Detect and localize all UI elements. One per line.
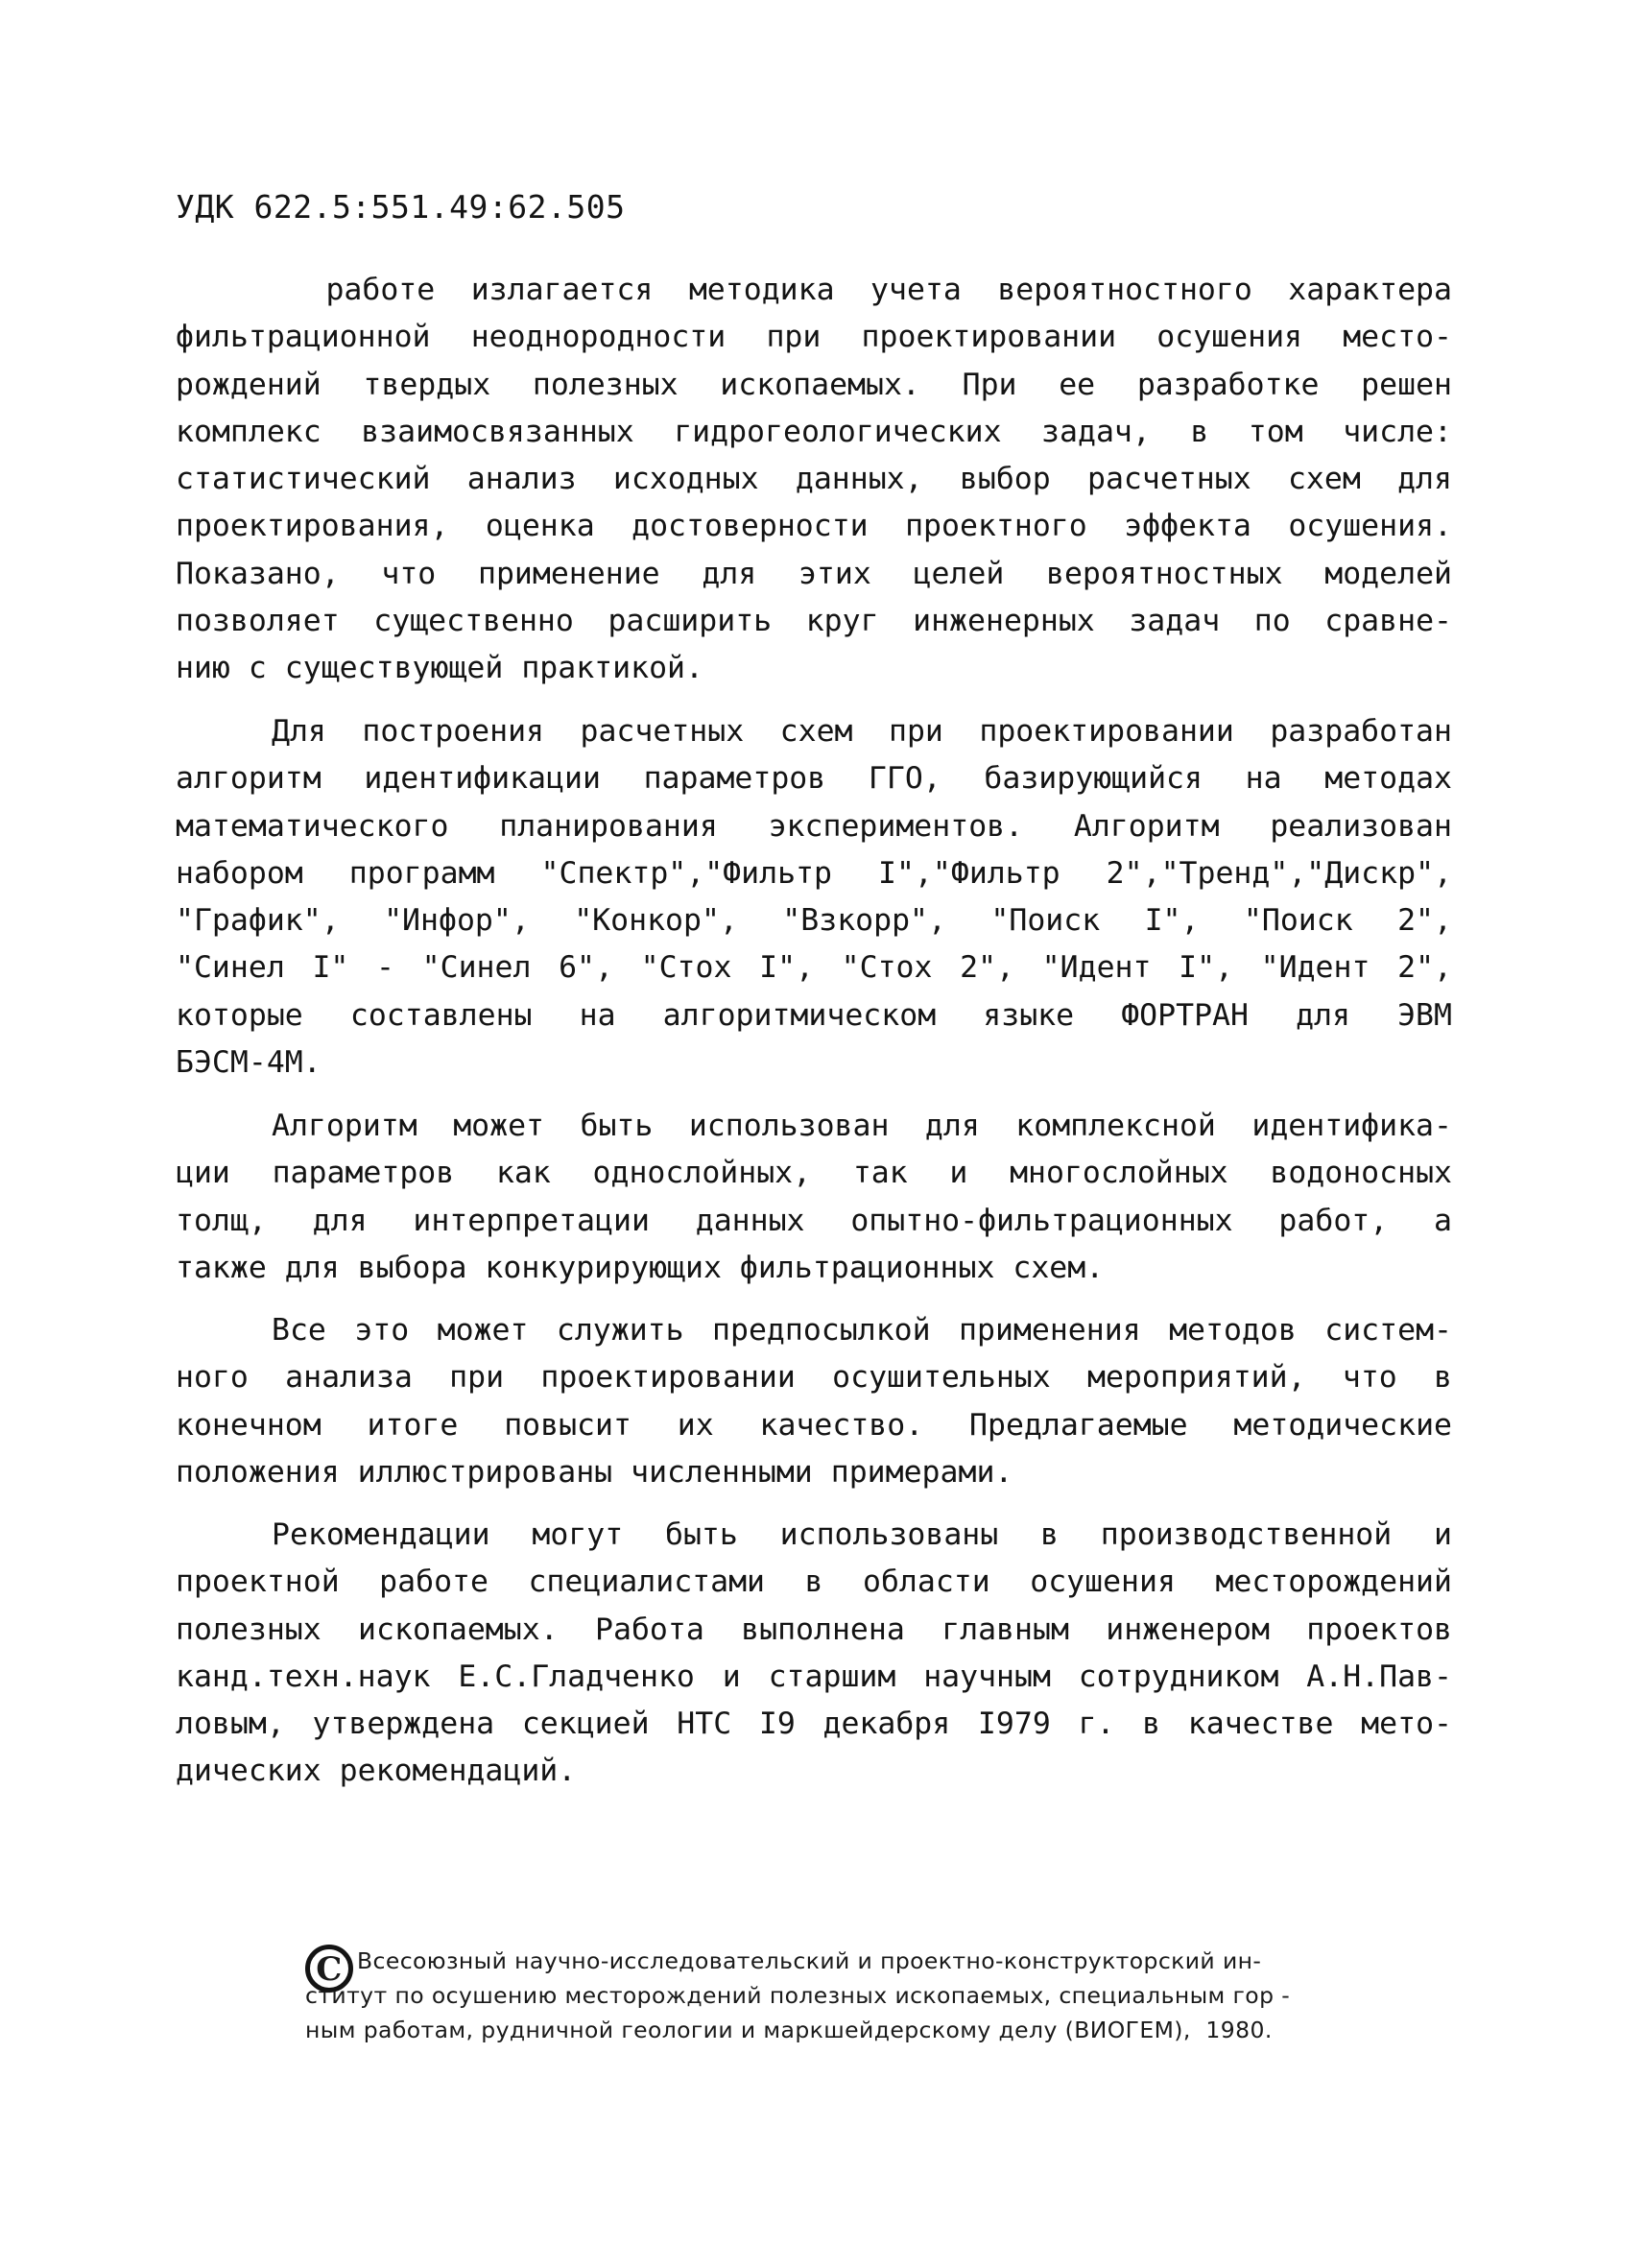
text-line: рождений твердых полезных ископаемых. При ее разработке решен: [176, 367, 1452, 402]
text-line: полезных ископаемых. Работа выполнена главным инженером проектов: [176, 1611, 1452, 1647]
text-line: нию с существующей практикой.: [176, 651, 703, 686]
text-line: математического планирования экспериментов. Алгоритм реализован: [176, 808, 1452, 844]
text-line: положения иллюстрированы численными примерами.: [176, 1454, 1013, 1490]
udk-code: УДК 622.5:551.49:62.505: [176, 188, 626, 226]
paragraph-usage: [176, 1103, 1452, 1292]
text-line: статистический анализ исходных данных, выбор расчетных схем для: [176, 462, 1452, 497]
text-line: набором программ "Спектр","Фильтр I","Фильтр 2","Тренд","Дискр",: [176, 855, 1452, 891]
text-line: ловым, утверждена секцией НТС I9 декабря I979 г. в качестве мето-: [176, 1707, 1452, 1742]
copyright-text: Всесоюзный научно-исследовательский и проектно-конструкторский ин-: [357, 1947, 1262, 1974]
text-line: "Синел I" - "Синел 6", "Стох I", "Стох 2", "Идент I", "Идент 2",: [176, 950, 1452, 986]
text-line: комплекс взаимосвязанных гидрогеологических задач, в том числе:: [176, 414, 1452, 449]
paragraph-abstract: [176, 267, 1452, 693]
text-line: БЭСМ-4М.: [176, 1045, 322, 1081]
text-line: проектирования, оценка достоверности проектного эффекта осушения.: [176, 509, 1452, 544]
text-line: дических рекомендаций.: [176, 1754, 577, 1789]
copyright-line: ным работам, рудничной геологии и маркшейдерскому делу (ВИОГЕМ), 1980.: [305, 2017, 1273, 2043]
copyright-line: [305, 1944, 1409, 1989]
text-line: толщ, для интерпретации данных опытно-фильтрационных работ, а: [176, 1203, 1452, 1238]
text-line: работе излагается методика учета вероятностного характера: [272, 273, 1452, 307]
text-line: ного анализа при проектировании осушительных мероприятий, что в: [176, 1360, 1452, 1396]
copyright-icon: C: [305, 1945, 353, 1993]
text-line: позволяет существенно расширить круг инженерных задач по сравне-: [176, 604, 1452, 639]
text-line: "График", "Инфор", "Конкор", "Взкорр", "Поиск I", "Поиск 2",: [176, 903, 1452, 939]
text-line: Алгоритм может быть использован для комплексной идентифика-: [272, 1109, 1452, 1143]
text-line: ции параметров как однослойных, так и многослойных водоносных: [176, 1156, 1452, 1191]
text-line: конечном итоге повысит их качество. Предлагаемые методические: [176, 1407, 1452, 1443]
text-line: Все это может служить предпосылкой применения методов систем-: [272, 1313, 1452, 1348]
paragraph-recommendations: [176, 1512, 1452, 1796]
text-line: фильтрационной неоднородности при проектировании осушения место-: [176, 320, 1452, 355]
copyright-line: ститут по осушению месторождений полезных ископаемых, специальным гор -: [305, 1982, 1291, 2009]
text-line: канд.техн.наук Е.С.Гладченко и старшим научным сотрудником А.Н.Пав-: [176, 1659, 1452, 1694]
copyright-notice: [305, 1944, 1409, 2047]
paragraph-systems-analysis: [176, 1307, 1452, 1496]
text-line: алгоритм идентификации параметров ГГО, базирующийся на методах: [176, 761, 1452, 797]
text-line: которые составлены на алгоритмическом языке ФОРТРАН для ЭВМ: [176, 997, 1452, 1033]
text-line: Рекомендации могут быть использованы в производственной и: [272, 1517, 1452, 1552]
paragraph-algorithm: [176, 708, 1452, 1086]
text-line: Для построения расчетных схем при проектировании разработан: [272, 714, 1452, 749]
text-line: Показано, что применение для этих целей вероятностных моделей: [176, 556, 1452, 591]
text-line: также для выбора конкурирующих фильтрационных схем.: [176, 1250, 1105, 1285]
text-line: проектной работе специалистами в области осушения месторождений: [176, 1564, 1452, 1600]
